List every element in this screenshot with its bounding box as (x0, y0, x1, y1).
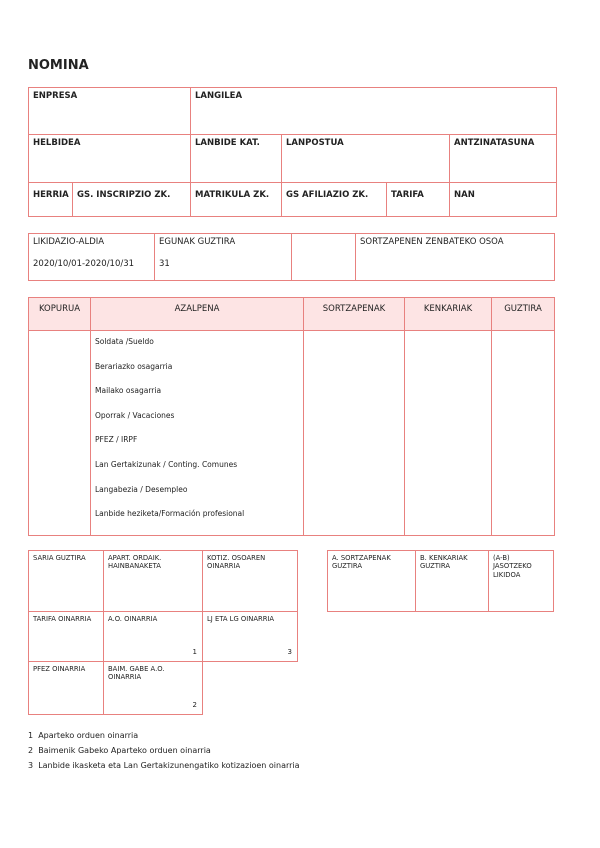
nan-field: NAN (449, 182, 557, 217)
apart-ordaik-cell: APART. ORDAIK. HAINBANAKETA (103, 550, 203, 612)
footnote-item (28, 731, 568, 746)
header-sortzapenak: SORTZAPENAK (303, 297, 405, 331)
kenkariak-column (404, 330, 492, 536)
egunak-guztira-field (154, 233, 292, 281)
header-kenkariak: KENKARIAK (404, 297, 492, 331)
herria-field: HERRIA (28, 182, 73, 217)
a-sortzapenak-cell: A. SORTZAPENAK GUZTIRA (327, 550, 416, 612)
azalpena-column (90, 330, 304, 536)
enpresa-field: ENPRESA (28, 87, 191, 135)
footnote-number: 3 (28, 761, 34, 770)
lanbide-kat-field: LANBIDE KAT. (190, 134, 282, 183)
ao-oinarria-label: A.O. OINARRIA (108, 615, 158, 623)
footnote-item (28, 761, 568, 776)
likidazio-value: 2020/10/01-2020/10/31 (33, 258, 135, 269)
ab-jasotzeko-cell: (A-B) JASOTZEKO LIKIDOA (488, 550, 554, 612)
baim-gabe-cell (103, 661, 203, 715)
kotiz-osoaren-cell: KOTIZ. OSOAREN OINARRIA (202, 550, 298, 612)
footnote-text: Aparteko orduen oinarria (38, 731, 139, 740)
gs-inscripzio-field: GS. INSCRIPZIO ZK. (72, 182, 191, 217)
footnote-text: Lanbide ikasketa eta Lan Gertakizunengatiko kotizazioen oinarria (38, 761, 300, 770)
period-empty-cell (291, 233, 356, 281)
footnote-item (28, 746, 568, 761)
tarifa-oinarria-cell: TARIFA OINARRIA (28, 611, 104, 662)
kopurua-column (28, 330, 91, 536)
header-kopurua: KOPURUA (28, 297, 91, 331)
matrikula-field: MATRIKULA ZK. (190, 182, 282, 217)
egunak-value: 31 (159, 258, 170, 269)
langilea-field: LANGILEA (190, 87, 557, 135)
footnote-text: Baimenik Gabeko Aparteko orduen oinarria (38, 746, 211, 755)
likidazio-label: LIKIDAZIO-ALDIA (33, 237, 105, 247)
lj-lg-label: LJ ETA LG OINARRIA (207, 615, 275, 623)
sortzapenak-column (303, 330, 405, 536)
tarifa-field: TARIFA (386, 182, 450, 217)
lj-footnote-ref: 3 (287, 648, 292, 657)
pfez-oinarria-cell: PFEZ OINARRIA (28, 661, 104, 715)
likidazio-aldia-field (28, 233, 155, 281)
sortzapenen-label: SORTZAPENEN ZENBATEKO OSOA (360, 237, 504, 247)
ao-oinarria-cell (103, 611, 203, 662)
ao-footnote-ref: 1 (192, 648, 197, 657)
helbidea-field: HELBIDEA (28, 134, 191, 183)
concept-item: PFEZ / IRPF (95, 435, 138, 445)
b-kenkariak-cell: B. KENKARIAK GUZTIRA (415, 550, 489, 612)
footnote-number: 2 (28, 746, 34, 755)
sortzapenen-osoa-field (355, 233, 555, 281)
concept-item: Soldata /Sueldo (95, 337, 154, 346)
header-guztira: GUZTIRA (491, 297, 555, 331)
header-azalpena: AZALPENA (90, 297, 304, 331)
footnotes (28, 731, 568, 776)
concept-item: Langabezia / Desempleo (95, 484, 188, 494)
footnote-number: 1 (28, 731, 34, 740)
lanpostua-field: LANPOSTUA (281, 134, 450, 183)
concept-item: Oporrak / Vacaciones (95, 410, 175, 420)
concept-item: Mailako osagarria (95, 386, 162, 396)
saria-guztira-cell: SARIA GUZTIRA (28, 550, 104, 612)
gs-afiliazio-field: GS AFILIAZIO ZK. (281, 182, 387, 217)
baim-gabe-label: BAIM. GABE A.O. OINARRIA (108, 665, 165, 682)
baim-footnote-ref: 2 (192, 701, 197, 710)
concept-item: Lanbide heziketa/Formación profesional (95, 509, 245, 519)
document-title: NOMINA (28, 58, 89, 73)
lj-lg-oinarria-cell (202, 611, 298, 662)
guztira-column (491, 330, 555, 536)
antzinatasuna-field: ANTZINATASUNA (449, 134, 557, 183)
egunak-label: EGUNAK GUZTIRA (159, 237, 236, 247)
concept-item: Berariazko osagarria (95, 361, 173, 371)
concept-item: Lan Gertakizunak / Conting. Comunes (95, 459, 238, 469)
